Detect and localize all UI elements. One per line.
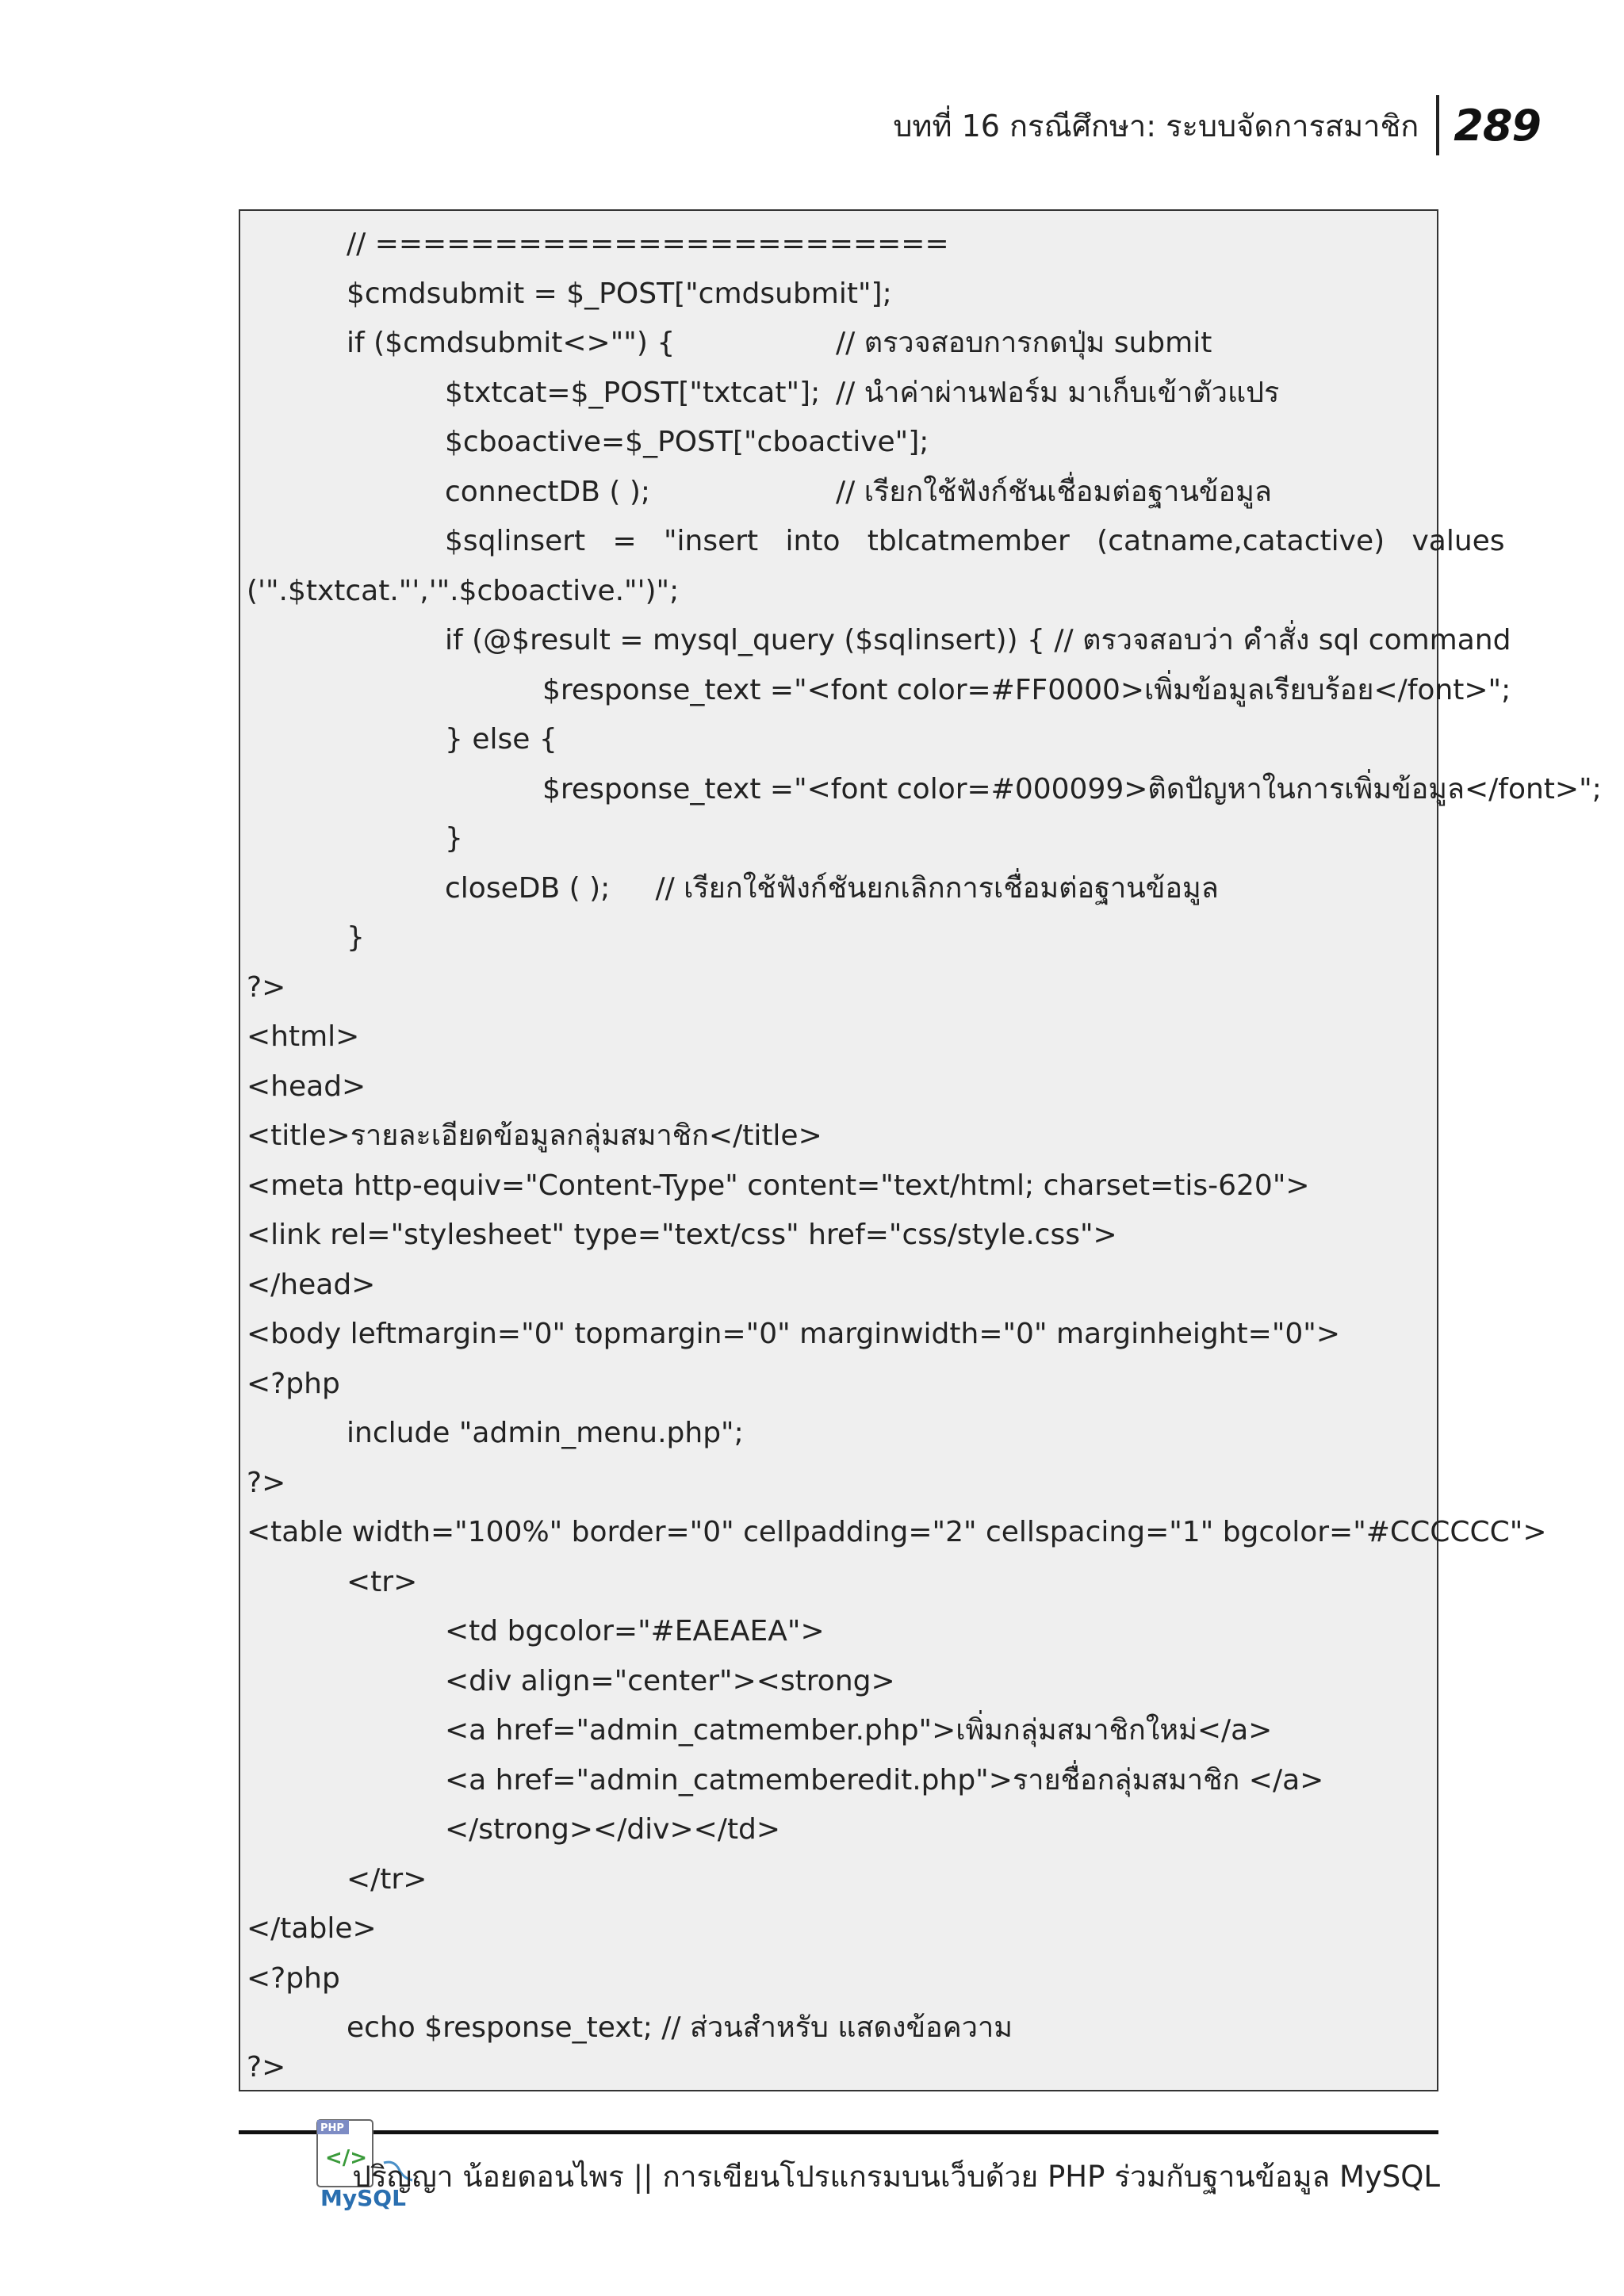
- code-line: </table>: [247, 1912, 377, 1945]
- code-line: <title>รายละเอียดข้อมูลกลุ่มสมาชิก</title>: [247, 1119, 822, 1152]
- code-line: </tr>: [347, 1863, 427, 1896]
- code-line: <div align="center"><strong>: [445, 1665, 895, 1697]
- logo-tag-label: </>: [325, 2146, 368, 2170]
- code-line: <body leftmargin="0" topmargin="0" marginwidth="0" marginheight="0">: [247, 1318, 1341, 1350]
- code-line: }: [347, 921, 365, 954]
- code-line: </head>: [247, 1269, 376, 1301]
- logo-php-label: PHP: [320, 2122, 344, 2134]
- code-line: <html>: [247, 1020, 360, 1053]
- code-line: echo $response_text; // ส่วนสำหรับ แสดงข้อความ: [347, 2011, 1013, 2044]
- code-comment: // นำค่าผ่านฟอร์ม มาเก็บเข้าตัวแปร: [836, 377, 1280, 409]
- code-line: $sqlinsert = "insert into tblcatmember (catname,catactive) values: [445, 525, 1505, 557]
- code-line: // ========================: [347, 228, 949, 260]
- chapter-title: บทที่ 16 กรณีศึกษา: ระบบจัดการสมาชิก: [893, 108, 1419, 144]
- code-line: </strong></div></td>: [445, 1813, 781, 1846]
- header-divider: [1436, 95, 1439, 155]
- code-line: <td bgcolor="#EAEAEA">: [445, 1615, 825, 1647]
- code-line: <head>: [247, 1070, 366, 1103]
- code-line: <?php: [247, 1368, 340, 1400]
- code-line: $txtcat=$_POST["txtcat"];: [445, 377, 821, 409]
- footer-credit: ปริญญา น้อยดอนไพร || การเขียนโปรแกรมบนเว็บด้วย PHP ร่วมกับฐานข้อมูล MySQL: [352, 2160, 1440, 2194]
- code-listing: [239, 209, 1602, 2091]
- page-header: [893, 94, 1541, 157]
- code-line: <a href="admin_catmember.php">เพิ่มกลุ่มสมาชิกใหม่</a>: [445, 1714, 1273, 1747]
- code-line: ?>: [247, 1467, 286, 1499]
- code-line: closeDB ( ); // เรียกใช้ฟังก์ชันยกเลิกการเชื่อมต่อฐานข้อมูล: [445, 872, 1219, 905]
- code-line: $response_text ="<font color=#FF0000>เพิ่มข้อมูลเรียบร้อย</font>";: [542, 674, 1511, 706]
- code-line: } else {: [445, 723, 557, 756]
- code-comment: // เรียกใช้ฟังก์ชันเชื่อมต่อฐานข้อมูล: [836, 476, 1272, 508]
- code-line: <meta http-equiv="Content-Type" content="text/html; charset=tis-620">: [247, 1169, 1310, 1202]
- code-line: }: [445, 822, 463, 855]
- code-line: ?>: [247, 2051, 286, 2084]
- code-line: ?>: [247, 971, 286, 1004]
- code-line: ('".$txtcat."','".$cboactive."')";: [247, 575, 680, 607]
- code-line: if (@$result = mysql_query ($sqlinsert)) { // ตรวจสอบว่า คำสั่ง sql command: [445, 624, 1511, 656]
- code-line: $cmdsubmit = $_POST["cmdsubmit"];: [347, 277, 892, 310]
- code-line: <table width="100%" border="0" cellpadding="2" cellspacing="1" bgcolor="#CCCCCC">: [247, 1516, 1547, 1548]
- code-comment: // ตรวจสอบการกดปุ่ม submit: [836, 327, 1212, 359]
- code-line: $response_text ="<font color=#000099>ติดปัญหาในการเพิ่มข้อมูล</font>";: [542, 773, 1602, 806]
- code-line: include "admin_menu.php";: [347, 1417, 744, 1449]
- code-line: if ($cmdsubmit<>"") {: [347, 327, 676, 359]
- code-line: $cboactive=$_POST["cboactive"];: [445, 426, 929, 458]
- logo-mysql-label: MySQL: [320, 2185, 406, 2211]
- code-line: connectDB ( );: [445, 476, 651, 508]
- code-line: <?php: [247, 1962, 340, 1995]
- code-line: <a href="admin_catmemberedit.php">รายชื่อกลุ่มสมาชิก </a>: [445, 1764, 1324, 1797]
- code-line: <tr>: [347, 1566, 418, 1598]
- code-line: <link rel="stylesheet" type="text/css" href="css/style.css">: [247, 1219, 1117, 1251]
- page-number: 289: [1454, 100, 1541, 151]
